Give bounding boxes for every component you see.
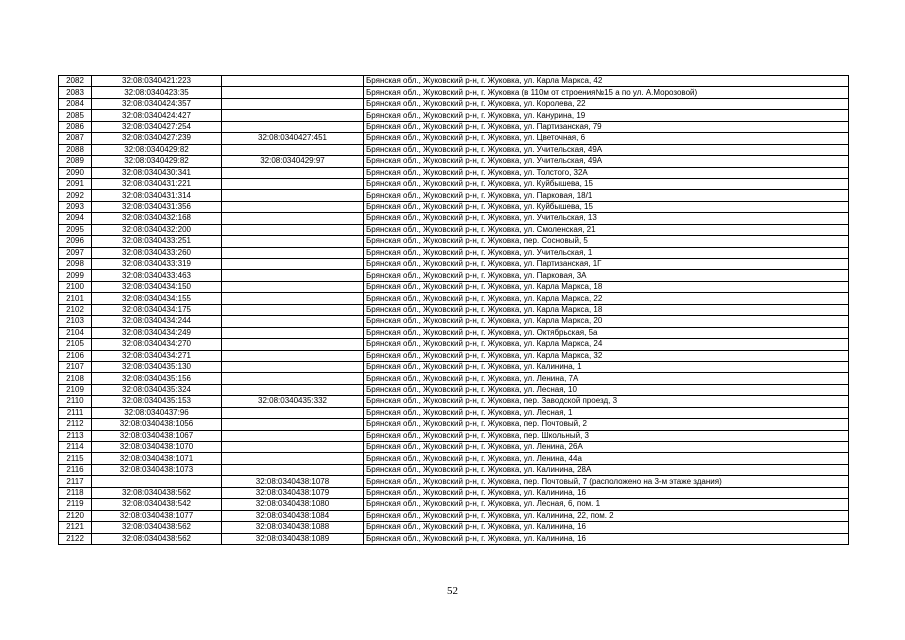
table-row [59,293,849,304]
cadastral-number-cell: 32:08:0340434:249 [92,327,222,338]
cadastral-number-cell: 32:08:0340435:130 [92,361,222,372]
related-cadastral-number-cell: 32:08:0340438:1078 [222,476,364,487]
table-row [59,327,849,338]
row-number-cell: 2086 [59,121,92,132]
table-row [59,144,849,155]
row-number-cell: 2082 [59,76,92,87]
cadastral-number-cell: 32:08:0340438:562 [92,533,222,544]
related-cadastral-number-cell [222,407,364,418]
row-number-cell: 2116 [59,464,92,475]
row-number-cell: 2110 [59,396,92,407]
related-cadastral-number-cell [222,316,364,327]
cadastral-number-cell: 32:08:0340427:239 [92,133,222,144]
related-cadastral-number-cell [222,236,364,247]
table-row [59,373,849,384]
related-cadastral-number-cell [222,430,364,441]
row-number-cell: 2085 [59,110,92,121]
cadastral-number-cell: 32:08:0340433:251 [92,236,222,247]
cadastral-number-cell: 32:08:0340421:223 [92,76,222,87]
table-row [59,121,849,132]
row-number-cell: 2117 [59,476,92,487]
row-number-cell: 2118 [59,487,92,498]
cadastral-number-cell: 32:08:0340438:1056 [92,419,222,430]
table-row [59,76,849,87]
row-number-cell: 2083 [59,87,92,98]
related-cadastral-number-cell: 32:08:0340429:97 [222,156,364,167]
cadastral-number-cell: 32:08:0340434:150 [92,281,222,292]
table-row [59,178,849,189]
cadastral-number-cell: 32:08:0340434:244 [92,316,222,327]
row-number-cell: 2105 [59,339,92,350]
table-row [59,213,849,224]
cadastral-number-cell: 32:08:0340435:153 [92,396,222,407]
address-cell: Брянская обл., Жуковский р-н, г. Жуковка, ул. Калинина, 16 [364,487,849,498]
cadastral-number-cell: 32:08:0340432:168 [92,213,222,224]
address-cell: Брянская обл., Жуковский р-н, г. Жуковка, ул. Карла Маркса, 18 [364,281,849,292]
table-row [59,407,849,418]
row-number-cell: 2115 [59,453,92,464]
address-cell: Брянская обл., Жуковский р-н, г. Жуковка, ул. Лесная, 6, пом. 1 [364,499,849,510]
table-row [59,533,849,544]
address-cell: Брянская обл., Жуковский р-н, г. Жуковка, ул. Калинина, 16 [364,533,849,544]
cadastral-number-cell: 32:08:0340431:221 [92,178,222,189]
table-row [59,522,849,533]
table-row [59,464,849,475]
address-cell: Брянская обл., Жуковский р-н, г. Жуковка, ул. Карла Маркса, 32 [364,350,849,361]
cadastral-number-cell: 32:08:0340438:1071 [92,453,222,464]
address-cell: Брянская обл., Жуковский р-н, г. Жуковка, ул. Карла Маркса, 20 [364,316,849,327]
address-cell: Брянская обл., Жуковский р-н, г. Жуковка, ул. Лесная, 1 [364,407,849,418]
row-number-cell: 2121 [59,522,92,533]
row-number-cell: 2111 [59,407,92,418]
row-number-cell: 2119 [59,499,92,510]
cadastral-number-cell: 32:08:0340429:82 [92,144,222,155]
property-register-table [58,75,849,545]
table-row [59,270,849,281]
address-cell: Брянская обл., Жуковский р-н, г. Жуковка, ул. Цветочная, 6 [364,133,849,144]
related-cadastral-number-cell: 32:08:0340438:1084 [222,510,364,521]
address-cell: Брянская обл., Жуковский р-н, г. Жуковка, пер. Почтовый, 7 (расположено на 3-м этаже здания) [364,476,849,487]
row-number-cell: 2100 [59,281,92,292]
table-row [59,110,849,121]
cadastral-number-cell: 32:08:0340433:260 [92,247,222,258]
cadastral-number-cell: 32:08:0340433:463 [92,270,222,281]
address-cell: Брянская обл., Жуковский р-н, г. Жуковка, пер. Школьный, 3 [364,430,849,441]
related-cadastral-number-cell [222,190,364,201]
address-cell: Брянская обл., Жуковский р-н, г. Жуковка, ул. Толстого, 32А [364,167,849,178]
related-cadastral-number-cell [222,224,364,235]
related-cadastral-number-cell: 32:08:0340435:332 [222,396,364,407]
table-row [59,384,849,395]
table-row [59,339,849,350]
table-row [59,224,849,235]
address-cell: Брянская обл., Жуковский р-н, г. Жуковка, ул. Карла Маркса, 42 [364,76,849,87]
related-cadastral-number-cell [222,453,364,464]
related-cadastral-number-cell [222,98,364,109]
address-cell: Брянская обл., Жуковский р-н, г. Жуковка, ул. Смоленская, 21 [364,224,849,235]
cadastral-number-cell: 32:08:0340429:82 [92,156,222,167]
cadastral-number-cell: 32:08:0340435:324 [92,384,222,395]
table-row [59,98,849,109]
related-cadastral-number-cell [222,144,364,155]
table-row [59,350,849,361]
related-cadastral-number-cell: 32:08:0340438:1089 [222,533,364,544]
cadastral-number-cell [92,476,222,487]
cadastral-number-cell: 32:08:0340433:319 [92,259,222,270]
row-number-cell: 2108 [59,373,92,384]
address-cell: Брянская обл., Жуковский р-н, г. Жуковка, ул. Карла Маркса, 18 [364,304,849,315]
address-cell: Брянская обл., Жуковский р-н, г. Жуковка, пер. Почтовый, 2 [364,419,849,430]
table-row [59,419,849,430]
row-number-cell: 2122 [59,533,92,544]
related-cadastral-number-cell [222,121,364,132]
related-cadastral-number-cell [222,350,364,361]
related-cadastral-number-cell: 32:08:0340438:1080 [222,499,364,510]
table-row [59,247,849,258]
address-cell: Брянская обл., Жуковский р-н, г. Жуковка, ул. Лесная, 10 [364,384,849,395]
related-cadastral-number-cell [222,178,364,189]
table-row [59,156,849,167]
row-number-cell: 2092 [59,190,92,201]
address-cell: Брянская обл., Жуковский р-н, г. Жуковка (в 110м от строения№15 а по ул. А.Морозовой) [364,87,849,98]
address-cell: Брянская обл., Жуковский р-н, г. Жуковка, ул. Парковая, 18/1 [364,190,849,201]
cadastral-number-cell: 32:08:0340432:200 [92,224,222,235]
address-cell: Брянская обл., Жуковский р-н, г. Жуковка, ул. Партизанская, 1Г [364,259,849,270]
cadastral-number-cell: 32:08:0340434:175 [92,304,222,315]
related-cadastral-number-cell [222,304,364,315]
cadastral-number-cell: 32:08:0340435:156 [92,373,222,384]
related-cadastral-number-cell [222,464,364,475]
table-row [59,281,849,292]
related-cadastral-number-cell [222,373,364,384]
row-number-cell: 2120 [59,510,92,521]
address-cell: Брянская обл., Жуковский р-н, г. Жуковка, ул. Партизанская, 79 [364,121,849,132]
cadastral-number-cell: 32:08:0340423:35 [92,87,222,98]
cadastral-number-cell: 32:08:0340431:356 [92,201,222,212]
table-row [59,430,849,441]
related-cadastral-number-cell: 32:08:0340438:1079 [222,487,364,498]
table-row [59,476,849,487]
table-row [59,316,849,327]
row-number-cell: 2106 [59,350,92,361]
address-cell: Брянская обл., Жуковский р-н, г. Жуковка, ул. Октябрьская, 5а [364,327,849,338]
table-row [59,361,849,372]
related-cadastral-number-cell [222,247,364,258]
related-cadastral-number-cell: 32:08:0340427:451 [222,133,364,144]
address-cell: Брянская обл., Жуковский р-н, г. Жуковка, ул. Карла Маркса, 22 [364,293,849,304]
table-row [59,259,849,270]
table-row [59,133,849,144]
table-row [59,396,849,407]
row-number-cell: 2087 [59,133,92,144]
row-number-cell: 2095 [59,224,92,235]
table-row [59,236,849,247]
row-number-cell: 2088 [59,144,92,155]
related-cadastral-number-cell [222,213,364,224]
related-cadastral-number-cell [222,361,364,372]
cadastral-number-cell: 32:08:0340438:562 [92,487,222,498]
address-cell: Брянская обл., Жуковский р-н, г. Жуковка, ул. Куйбышева, 15 [364,201,849,212]
table-row [59,167,849,178]
address-cell: Брянская обл., Жуковский р-н, г. Жуковка, ул. Канурина, 19 [364,110,849,121]
row-number-cell: 2093 [59,201,92,212]
cadastral-number-cell: 32:08:0340438:1073 [92,464,222,475]
related-cadastral-number-cell [222,259,364,270]
related-cadastral-number-cell [222,87,364,98]
address-cell: Брянская обл., Жуковский р-н, г. Жуковка, ул. Учительская, 1 [364,247,849,258]
row-number-cell: 2104 [59,327,92,338]
row-number-cell: 2091 [59,178,92,189]
address-cell: Брянская обл., Жуковский р-н, г. Жуковка, ул. Карла Маркса, 24 [364,339,849,350]
related-cadastral-number-cell [222,76,364,87]
table-row [59,87,849,98]
address-cell: Брянская обл., Жуковский р-н, г. Жуковка, ул. Калинина, 28А [364,464,849,475]
address-cell: Брянская обл., Жуковский р-н, г. Жуковка, ул. Калинина, 1 [364,361,849,372]
table-row [59,442,849,453]
related-cadastral-number-cell [222,384,364,395]
related-cadastral-number-cell: 32:08:0340438:1088 [222,522,364,533]
table-row [59,510,849,521]
address-cell: Брянская обл., Жуковский р-н, г. Жуковка, ул. Ленина, 44а [364,453,849,464]
row-number-cell: 2102 [59,304,92,315]
table-row [59,487,849,498]
cadastral-number-cell: 32:08:0340438:562 [92,522,222,533]
table-row [59,453,849,464]
address-cell: Брянская обл., Жуковский р-н, г. Жуковка, ул. Учительская, 49А [364,144,849,155]
row-number-cell: 2113 [59,430,92,441]
row-number-cell: 2096 [59,236,92,247]
row-number-cell: 2101 [59,293,92,304]
related-cadastral-number-cell [222,339,364,350]
row-number-cell: 2112 [59,419,92,430]
related-cadastral-number-cell [222,110,364,121]
address-cell: Брянская обл., Жуковский р-н, г. Жуковка, пер. Сосновый, 5 [364,236,849,247]
row-number-cell: 2099 [59,270,92,281]
table-row [59,304,849,315]
address-cell: Брянская обл., Жуковский р-н, г. Жуковка, ул. Учительская, 49А [364,156,849,167]
cadastral-number-cell: 32:08:0340438:1067 [92,430,222,441]
table-row [59,190,849,201]
cadastral-number-cell: 32:08:0340427:254 [92,121,222,132]
cadastral-number-cell: 32:08:0340438:1077 [92,510,222,521]
related-cadastral-number-cell [222,419,364,430]
related-cadastral-number-cell [222,442,364,453]
row-number-cell: 2089 [59,156,92,167]
address-cell: Брянская обл., Жуковский р-н, г. Жуковка, ул. Парковая, 3А [364,270,849,281]
address-cell: Брянская обл., Жуковский р-н, г. Жуковка, ул. Калинина, 22, пом. 2 [364,510,849,521]
cadastral-number-cell: 32:08:0340438:542 [92,499,222,510]
row-number-cell: 2114 [59,442,92,453]
cadastral-number-cell: 32:08:0340438:1070 [92,442,222,453]
table-row [59,499,849,510]
row-number-cell: 2090 [59,167,92,178]
address-cell: Брянская обл., Жуковский р-н, г. Жуковка, ул. Калинина, 16 [364,522,849,533]
row-number-cell: 2103 [59,316,92,327]
related-cadastral-number-cell [222,201,364,212]
address-cell: Брянская обл., Жуковский р-н, г. Жуковка, пер. Заводской проезд, 3 [364,396,849,407]
address-cell: Брянская обл., Жуковский р-н, г. Жуковка, ул. Ленина, 7А [364,373,849,384]
address-cell: Брянская обл., Жуковский р-н, г. Жуковка, ул. Учительская, 13 [364,213,849,224]
cadastral-number-cell: 32:08:0340434:155 [92,293,222,304]
related-cadastral-number-cell [222,293,364,304]
cadastral-number-cell: 32:08:0340424:357 [92,98,222,109]
related-cadastral-number-cell [222,167,364,178]
cadastral-number-cell: 32:08:0340434:271 [92,350,222,361]
table-row [59,201,849,212]
address-cell: Брянская обл., Жуковский р-н, г. Жуковка, ул. Ленина, 26А [364,442,849,453]
cadastral-number-cell: 32:08:0340430:341 [92,167,222,178]
address-cell: Брянская обл., Жуковский р-н, г. Жуковка, ул. Куйбышева, 15 [364,178,849,189]
related-cadastral-number-cell [222,327,364,338]
row-number-cell: 2084 [59,98,92,109]
row-number-cell: 2094 [59,213,92,224]
cadastral-number-cell: 32:08:0340431:314 [92,190,222,201]
related-cadastral-number-cell [222,281,364,292]
related-cadastral-number-cell [222,270,364,281]
cadastral-number-cell: 32:08:0340424:427 [92,110,222,121]
cadastral-number-cell: 32:08:0340434:270 [92,339,222,350]
address-cell: Брянская обл., Жуковский р-н, г. Жуковка, ул. Королева, 22 [364,98,849,109]
row-number-cell: 2109 [59,384,92,395]
row-number-cell: 2098 [59,259,92,270]
table-body [59,76,849,545]
row-number-cell: 2097 [59,247,92,258]
cadastral-number-cell: 32:08:0340437:96 [92,407,222,418]
row-number-cell: 2107 [59,361,92,372]
page-number: 52 [447,585,458,597]
